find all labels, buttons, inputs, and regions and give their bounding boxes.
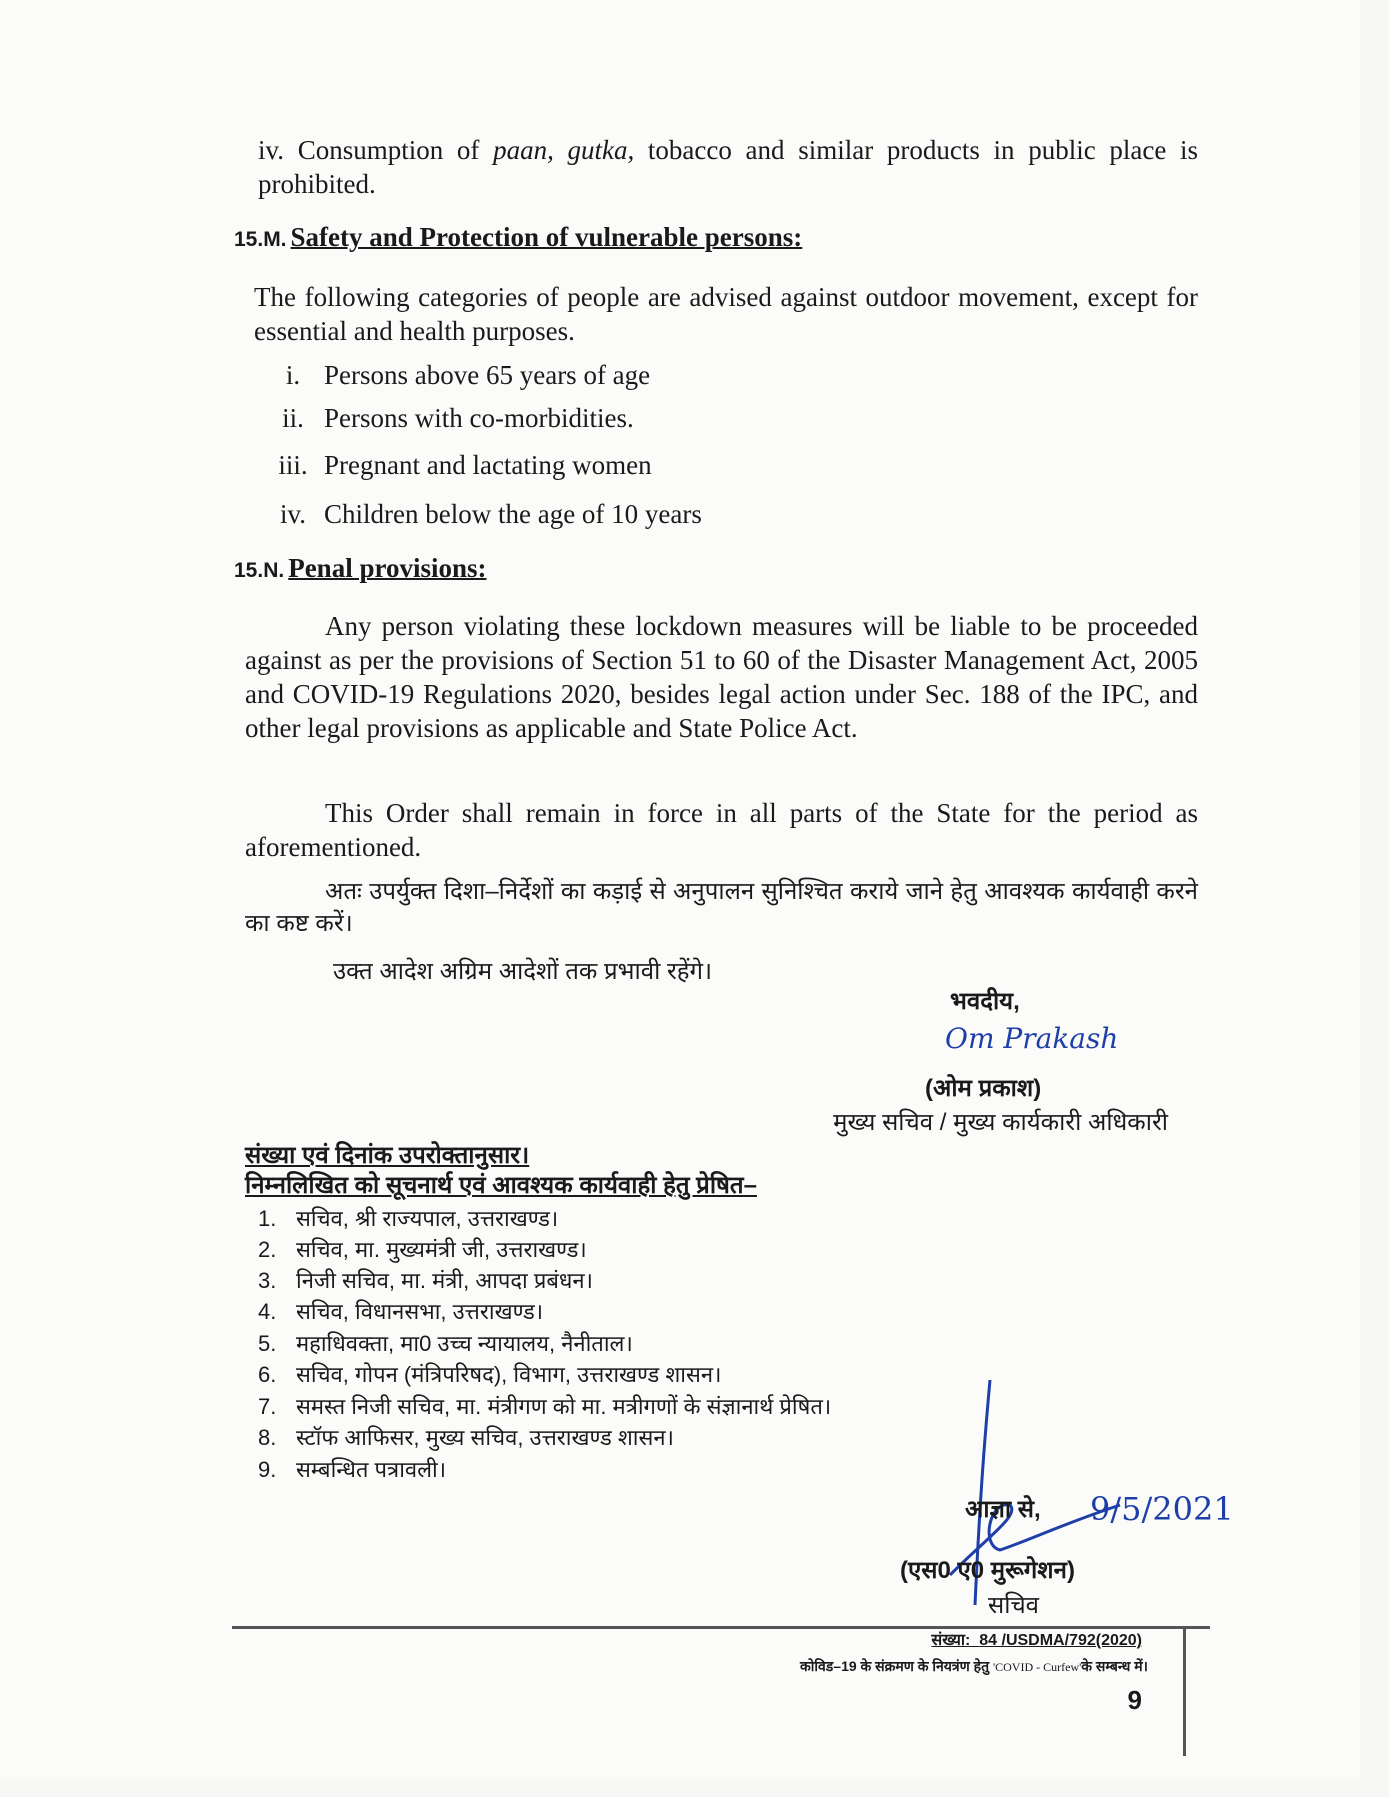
list-item <box>258 1236 587 1264</box>
list-item <box>258 1424 674 1452</box>
item-text: Pregnant and lactating women <box>324 450 652 480</box>
ref-label: संख्या: <box>931 1632 971 1649</box>
section-m-heading <box>234 222 802 253</box>
signatory-name: (एस0 ए0 मुरूगेशन) <box>900 1557 1075 1584</box>
list-item <box>258 1330 633 1358</box>
item-number: 9. <box>258 1457 277 1482</box>
text <box>554 135 568 165</box>
item-text: Children below the age of 10 years <box>324 499 702 529</box>
distribution-heading: निम्नलिखित को सूचनार्थ एवं आवश्यक कार्यवाही हेतु प्रेषित– <box>245 1172 757 1199</box>
footer-rule <box>232 1626 1210 1629</box>
section-m-intro: The following categories of people are advised against outdoor movement, except for essential and health purposes. <box>254 282 1198 346</box>
item-text: Persons above 65 years of age <box>324 360 651 390</box>
item-number: i. <box>285 360 301 390</box>
list-item <box>258 1298 543 1326</box>
item-text: सचिव, श्री राज्यपाल, उत्तराखण्ड। <box>296 1206 559 1231</box>
signatory-designation: मुख्य सचिव / मुख्य कार्यकारी अधिकारी <box>833 1109 1168 1136</box>
text: कोविड–19 के संक्रमण के नियत्रंण हेतु <box>800 1658 993 1674</box>
closing: भवदीय, <box>950 988 1020 1015</box>
section-title: Penal provisions: <box>288 553 487 583</box>
item-text: महाधिवक्ता, मा0 उच्च न्यायालय, नैनीताल। <box>296 1331 633 1356</box>
item-number: ii. <box>282 403 304 433</box>
signature-date: 9/5/2021 <box>1090 1490 1234 1528</box>
signatory-name: (ओम प्रकाश) <box>925 1075 1042 1102</box>
item-number: iv. <box>258 135 284 165</box>
item-number: 5. <box>258 1331 277 1356</box>
list-item <box>262 448 652 482</box>
item-number: 7. <box>258 1394 277 1419</box>
item-iv <box>258 133 1198 201</box>
item-text: Persons with co-morbidities. <box>324 403 634 433</box>
item-text: सम्बन्धित पत्रावली। <box>296 1457 447 1482</box>
list-item <box>258 1205 558 1233</box>
text: 'COVID - Curfew' <box>992 1660 1082 1674</box>
hindi-para1: अतः उपर्युक्त दिशा–निर्देशों का कड़ाई से अनुपालन सुनिश्चित कराये जाने हेतु आवश्यक कार्यवाही करने का कष्ट करें। <box>245 878 1198 937</box>
list-item <box>258 1267 593 1295</box>
footer-vertical-rule <box>1183 1626 1186 1756</box>
item-number: 8. <box>258 1425 277 1450</box>
item-text: निजी सचिव, मा. मंत्री, आपदा प्रबंधन। <box>296 1268 593 1293</box>
list-item <box>258 1456 446 1484</box>
item-number: 2. <box>258 1237 277 1262</box>
hindi-para2: उक्त आदेश अग्रिम आदेशों तक प्रभावी रहेंगे। <box>333 958 713 985</box>
signature-om-prakash: Om Prakash <box>945 1022 1119 1055</box>
ref-number: 84 /USDMA/792(2020) <box>979 1632 1142 1649</box>
italic-term: gutka, <box>567 135 635 165</box>
list-item <box>262 497 702 531</box>
section-number: 15.N. <box>234 559 285 582</box>
item-number: 4. <box>258 1299 277 1324</box>
text: के सम्बन्ध में। <box>1081 1658 1148 1674</box>
list-item <box>262 401 634 435</box>
section-n-para2: This Order shall remain in force in all parts of the State for the period as aforementioned. <box>245 798 1198 862</box>
section-number: 15.M. <box>234 228 287 251</box>
item-number: 3. <box>258 1268 277 1293</box>
item-number: 1. <box>258 1206 277 1231</box>
item-text: सचिव, गोपन (मंत्रिपरिषद), विभाग, उत्तराखण्ड शासन। <box>296 1362 722 1387</box>
text: tobacco and similar products in public place is prohibited. <box>258 135 1199 199</box>
list-item <box>262 358 650 392</box>
by-order: आज्ञा से, <box>965 1496 1041 1523</box>
item-text: सचिव, मा. मुख्यमंत्री जी, उत्तराखण्ड। <box>296 1237 587 1262</box>
item-text: सचिव, विधानसभा, उत्तराखण्ड। <box>296 1299 544 1324</box>
item-number: iii. <box>278 450 308 480</box>
page-number: 9 <box>1127 1685 1142 1715</box>
text: Consumption of <box>297 135 494 165</box>
list-item <box>258 1361 721 1389</box>
item-text: स्टॉफ आफिसर, मुख्य सचिव, उत्तराखण्ड शासन। <box>296 1425 674 1450</box>
section-n-heading <box>234 553 486 584</box>
section-title: Safety and Protection of vulnerable persons: <box>290 222 803 252</box>
item-text: समस्त निजी सचिव, मा. मंत्रीगण को मा. मत्रीगणों के संज्ञानार्थ प्रेषित। <box>296 1394 832 1419</box>
section-n-para1: Any person violating these lockdown measures will be liable to be proceeded against as per the provisions of Section 51 to 60 of the Disaster Management Act, 2005 and COVID-19 Regulations 2020, besides legal action under Sec. 188 of the IPC, and other legal provisions as applicable and State Police Act. <box>245 611 1198 743</box>
signatory-designation: सचिव <box>988 1592 1040 1619</box>
footer-subject <box>800 1656 1148 1677</box>
footer-ref <box>931 1631 1142 1651</box>
list-item <box>258 1393 831 1421</box>
item-number: iv. <box>280 499 306 529</box>
item-number: 6. <box>258 1362 277 1387</box>
italic-term: paan, <box>493 135 554 165</box>
distribution-ref: संख्या एवं दिनांक उपरोक्तानुसार। <box>245 1142 530 1169</box>
